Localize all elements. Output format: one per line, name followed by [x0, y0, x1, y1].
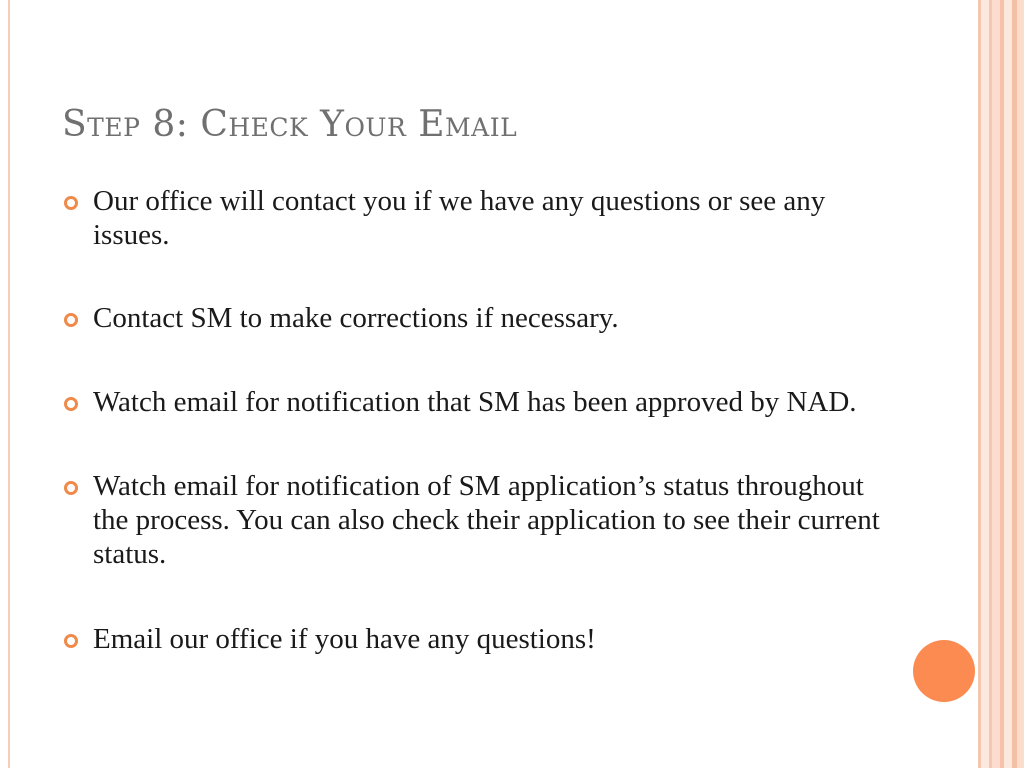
stripe	[992, 0, 1000, 768]
bullet-circle-icon	[64, 313, 78, 327]
bullet-item	[62, 622, 892, 656]
bullet-circle-icon	[64, 196, 78, 210]
bullet-item	[62, 184, 892, 252]
left-border-line	[8, 0, 10, 768]
bullet-text: Email our office if you have any questions!	[93, 623, 596, 655]
bullet-text: Watch email for notification of SM application’s status throughout the process. You can also check their application to see their current status.	[93, 470, 880, 570]
right-stripe-band	[978, 0, 1024, 768]
bullet-circle-icon	[64, 634, 78, 648]
bullet-text: Watch email for notification that SM has been approved by NAD.	[93, 386, 857, 418]
stripe	[1017, 0, 1024, 768]
bullet-list	[62, 184, 892, 656]
bullet-item	[62, 301, 892, 335]
stripe	[1004, 0, 1012, 768]
decorative-orange-circle	[913, 640, 975, 702]
stripe	[981, 0, 989, 768]
bullet-item	[62, 469, 892, 571]
bullet-item	[62, 385, 892, 419]
slide-title: Step 8: Check Your Email	[62, 104, 518, 145]
bullet-circle-icon	[64, 397, 78, 411]
bullet-text: Our office will contact you if we have any questions or see any issues.	[93, 185, 826, 251]
bullet-text: Contact SM to make corrections if necessary.	[93, 302, 619, 334]
bullet-circle-icon	[64, 481, 78, 495]
